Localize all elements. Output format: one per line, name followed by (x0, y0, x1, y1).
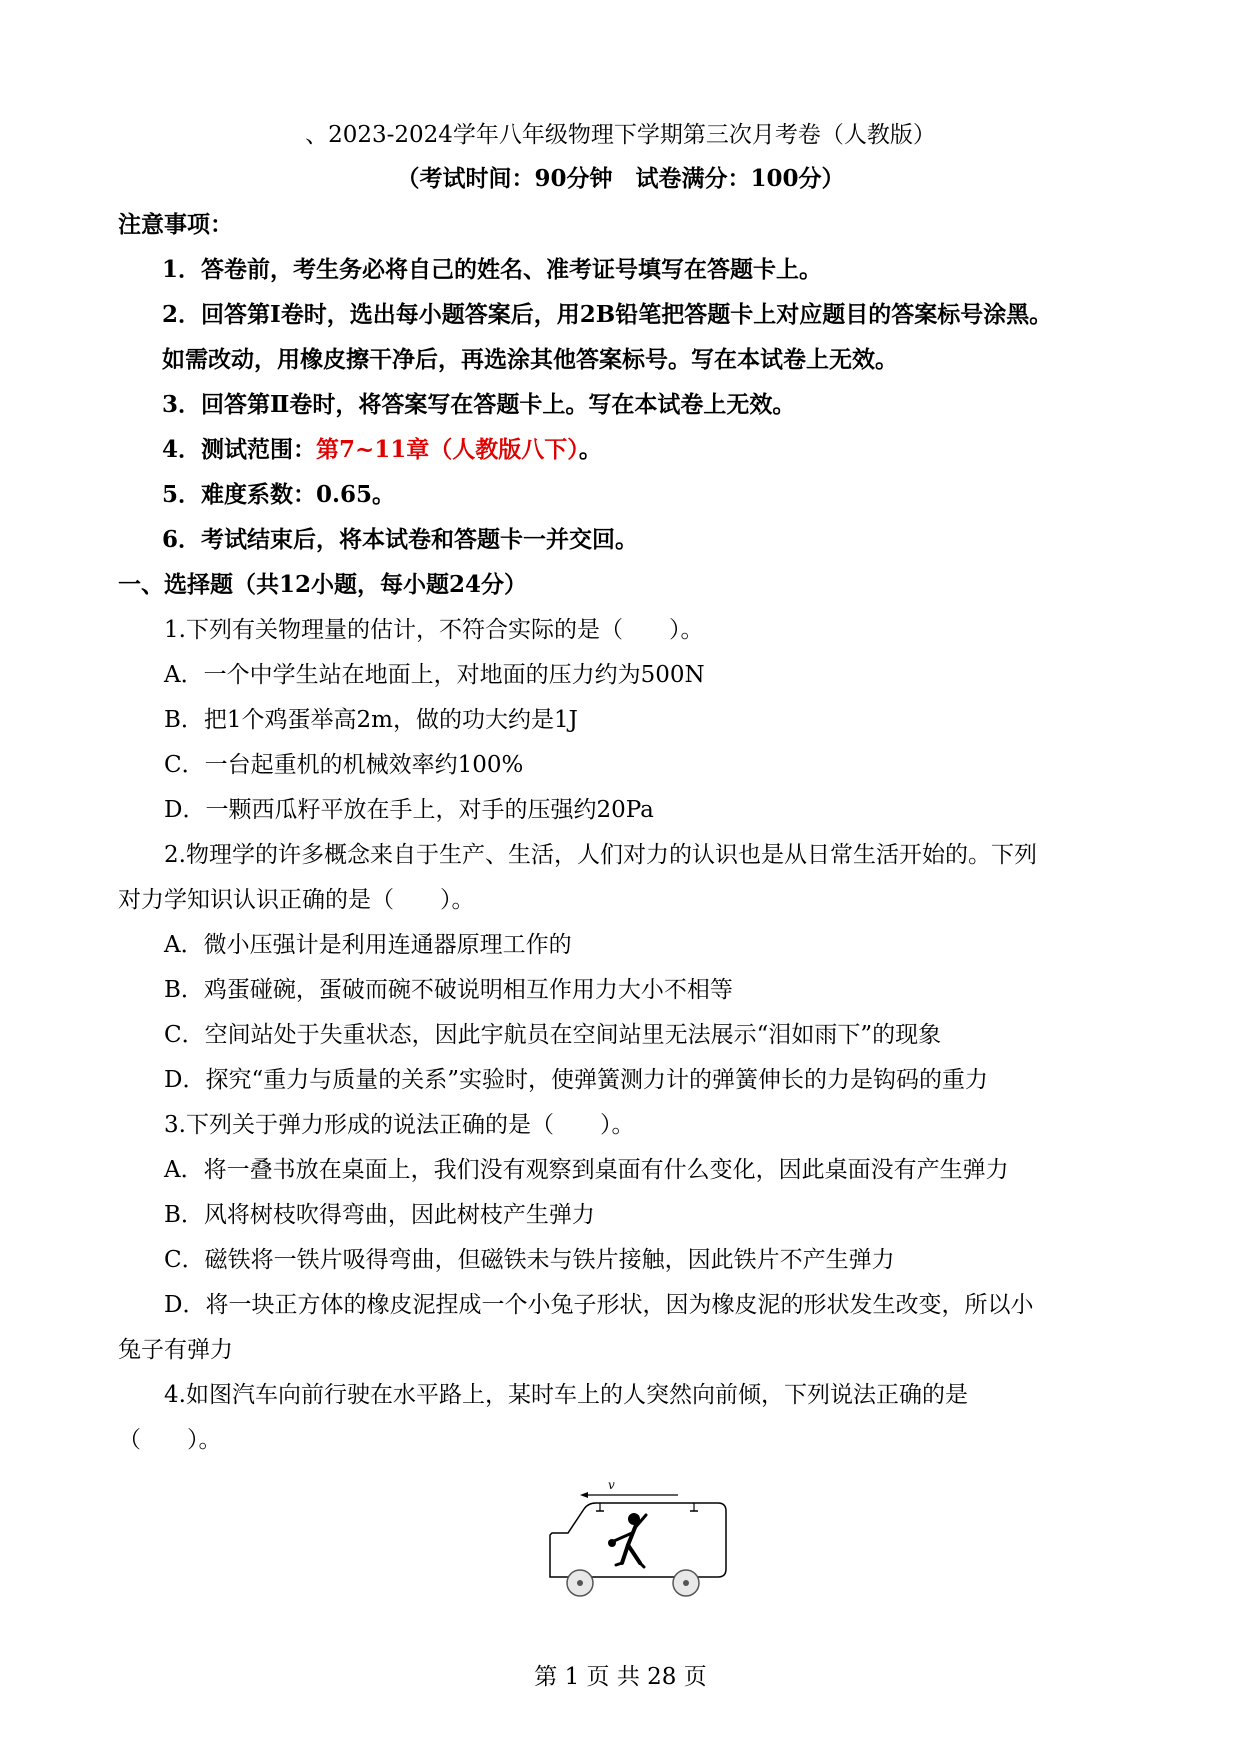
notice-item-2-cont: 如需改动，用橡皮擦干净后，再选涂其他答案标号。写在本试卷上无效。 (162, 346, 898, 373)
notice-item-2: 2．回答第Ⅰ卷时，选出每小题答案后，用2B铅笔把答题卡上对应题目的答案标号涂黑。 (162, 301, 1053, 328)
question-4-stem-cont: （ ）。 (118, 1427, 222, 1453)
notice-scope-end: 。 (578, 436, 602, 463)
exam-title: 、2023-2024学年八年级物理下学期第三次月考卷（人教版） (305, 122, 936, 148)
question-1-stem: 1.下列有关物理量的估计，不符合实际的是（ ）。 (164, 617, 704, 643)
question-2-option-b: B．鸡蛋碰碗，蛋破而碗不破说明相互作用力大小不相等 (164, 977, 733, 1003)
question-1-option-b: B．把1个鸡蛋举高2m，做的功大约是1J (164, 707, 578, 733)
velocity-arrowhead (580, 1492, 588, 1498)
notice-item-1: 1．答卷前，考生务必将自己的姓名、准考证号填写在答题卡上。 (162, 256, 823, 283)
question-3-option-d: D．将一块正方体的橡皮泥捏成一个小兔子形状，因为橡皮泥的形状发生改变，所以小 (164, 1292, 1034, 1318)
question-1-option-d: D．一颗西瓜籽平放在手上，对手的压强约20Pa (164, 797, 654, 823)
van-body (550, 1503, 726, 1577)
page-footer: 第 1 页 共 28 页 (534, 1664, 707, 1690)
question-2-option-c: C．空间站处于失重状态，因此宇航员在空间站里无法展示“泪如雨下”的现象 (164, 1022, 942, 1048)
notice-item-4 (162, 435, 602, 465)
question-3-option-c: C．磁铁将一铁片吸得弯曲，但磁铁未与铁片接触，因此铁片不产生弹力 (164, 1247, 895, 1273)
question-1-option-c: C．一台起重机的机械效率约100% (164, 752, 524, 778)
velocity-label: v (608, 1478, 615, 1492)
notice-heading: 注意事项： (118, 211, 233, 238)
section-heading: 一、选择题（共12小题，每小题24分） (118, 571, 528, 598)
person-figure (608, 1513, 646, 1567)
question-2-option-a: A．微小压强计是利用连通器原理工作的 (164, 932, 572, 958)
wheel-front-hub (577, 1580, 583, 1586)
question-1-option-a: A．一个中学生站在地面上，对地面的压力约为500N (164, 662, 705, 688)
question-2-stem: 2.物理学的许多概念来自于生产、生活，人们对力的认识也是从日常生活开始的。下列 (164, 842, 1037, 868)
notice-scope-label: 4．测试范围： (162, 436, 317, 463)
question-2-option-d: D．探究“重力与质量的关系”实验时，使弹簧测力计的弹簧伸长的力是钩码的重力 (164, 1067, 988, 1093)
question-3-option-d-cont: 兔子有弹力 (118, 1337, 233, 1363)
question-2-stem-cont: 对力学知识认识正确的是（ ）。 (118, 887, 475, 913)
wheel-rear-hub (683, 1580, 689, 1586)
question-4-stem: 4.如图汽车向前行驶在水平路上，某时车上的人突然向前倾，下列说法正确的是 (164, 1382, 968, 1408)
notice-item-6: 6．考试结束后，将本试卷和答题卡一并交回。 (162, 526, 639, 553)
question-3-option-b: B．风将树枝吹得弯曲，因此树枝产生弹力 (164, 1202, 595, 1228)
notice-item-3: 3．回答第Ⅱ卷时，将答案写在答题卡上。写在本试卷上无效。 (162, 391, 796, 418)
van-figure (548, 1475, 748, 1605)
notice-item-5: 5．难度系数：0.65。 (162, 481, 396, 508)
question-3-option-a: A．将一叠书放在桌面上，我们没有观察到桌面有什么变化，因此桌面没有产生弹力 (164, 1157, 1009, 1183)
notice-scope-highlight: 第7~11章（人教版八下） (316, 436, 579, 463)
exam-subtitle: （考试时间：90分钟 试卷满分：100分） (396, 165, 845, 192)
question-3-stem: 3.下列关于弹力形成的说法正确的是（ ）。 (164, 1112, 635, 1138)
